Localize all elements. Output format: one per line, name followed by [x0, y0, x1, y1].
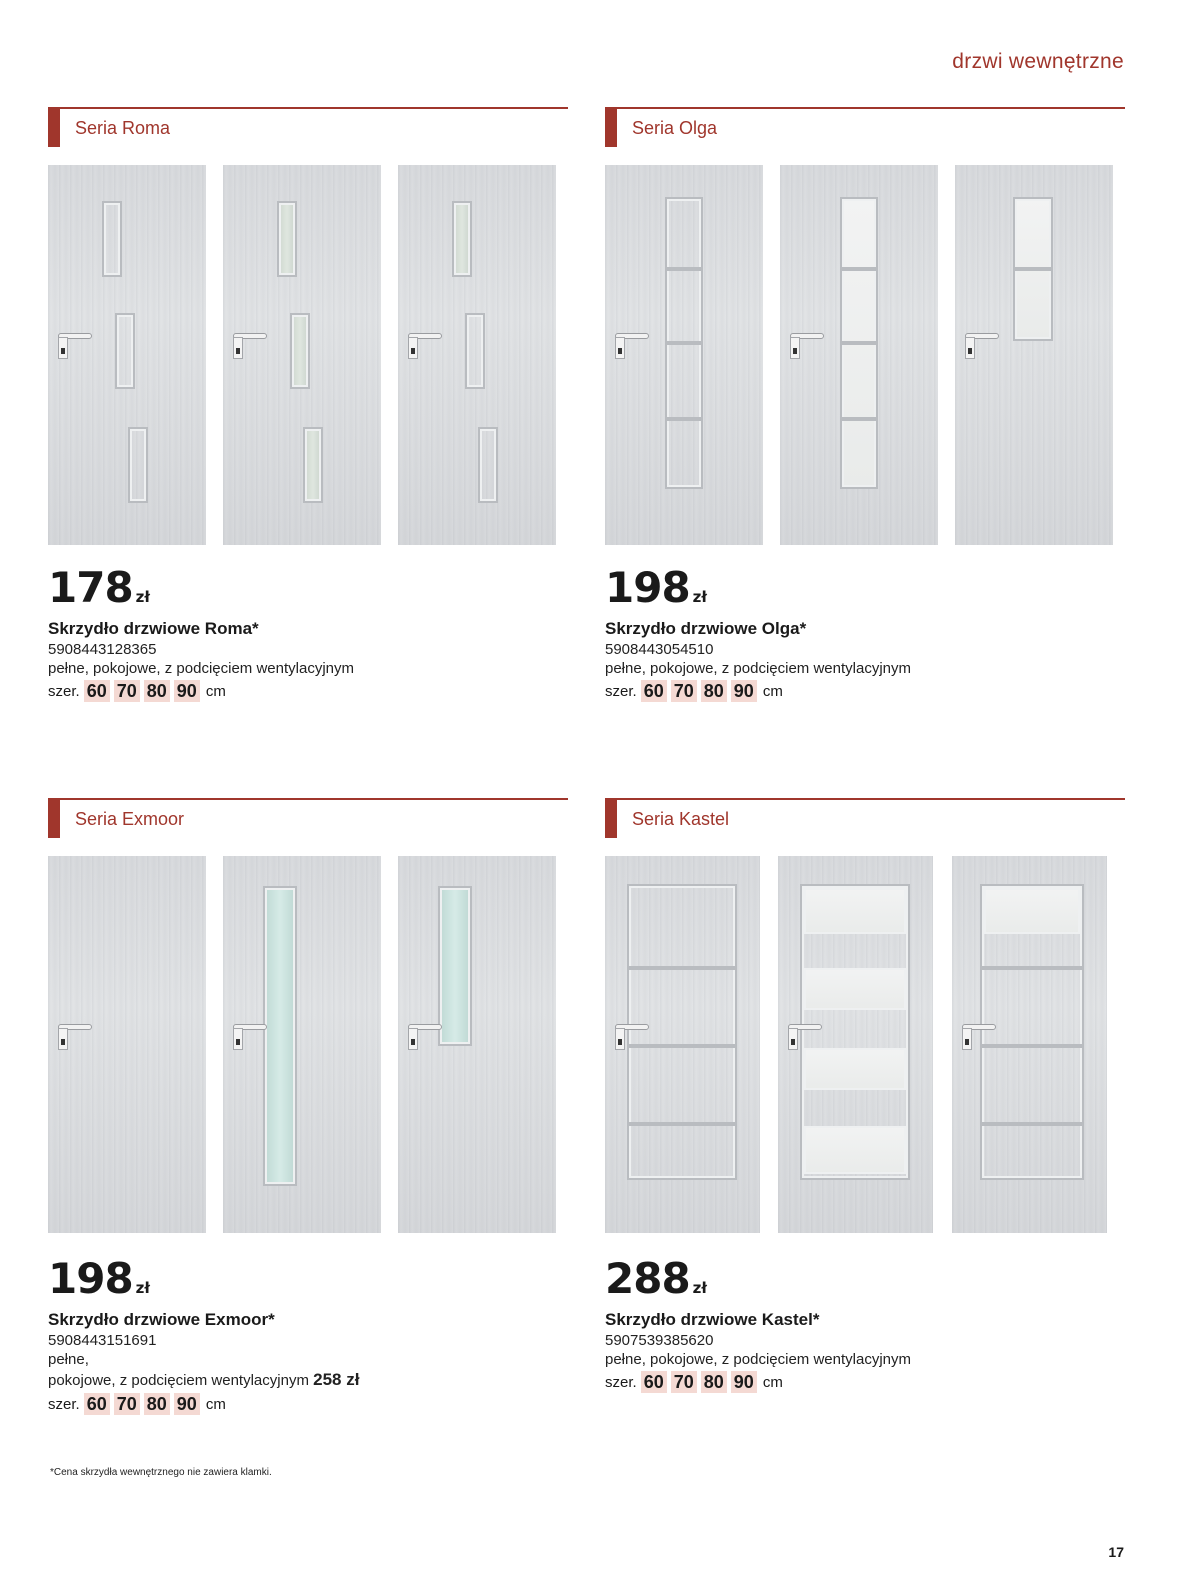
door-image — [223, 856, 381, 1233]
sizes-unit: cm — [762, 682, 783, 700]
variant-price: 258 zł — [313, 1370, 360, 1389]
size-chip: 70 — [671, 1371, 697, 1393]
series-title: Seria Roma — [75, 118, 171, 138]
section-header — [48, 798, 568, 838]
section-rule — [605, 107, 1125, 109]
section-rule — [48, 107, 568, 109]
variant-text: pokojowe, z podcięciem wentylacyjnym — [48, 1372, 309, 1389]
size-chip: 90 — [174, 680, 200, 702]
product-section-olga — [605, 107, 1125, 701]
sizes-unit: cm — [205, 1395, 226, 1413]
size-options — [605, 1371, 911, 1393]
series-title: Seria Olga — [632, 118, 718, 138]
section-accent-bar — [605, 107, 617, 147]
size-chip: 80 — [144, 1393, 170, 1415]
size-chip: 60 — [641, 680, 667, 702]
size-chip: 60 — [84, 680, 110, 702]
sizes-prefix: szer. — [48, 682, 80, 700]
product-description-variant — [48, 1370, 359, 1390]
door-image — [952, 856, 1107, 1233]
product-info — [48, 1254, 360, 1415]
size-chip: 60 — [641, 1371, 667, 1393]
door-image — [223, 165, 381, 545]
size-chip: 90 — [731, 1371, 757, 1393]
door-gallery — [48, 165, 568, 545]
product-name: Skrzydło drzwiowe Roma* — [48, 619, 259, 638]
size-chip: 80 — [701, 1371, 727, 1393]
section-header — [605, 798, 1125, 838]
door-handle-icon — [54, 333, 94, 359]
door-image — [778, 856, 933, 1233]
section-header — [48, 107, 568, 147]
sizes-prefix: szer. — [605, 1373, 637, 1391]
door-image — [605, 856, 760, 1233]
price: 288 zł — [605, 1254, 707, 1303]
size-chip: 90 — [731, 680, 757, 702]
size-options — [605, 680, 911, 702]
product-info — [605, 563, 911, 702]
size-chip: 90 — [174, 1393, 200, 1415]
product-code: 5908443054510 — [605, 641, 714, 658]
size-chip: 80 — [701, 680, 727, 702]
sizes-prefix: szer. — [48, 1395, 80, 1413]
section-accent-bar — [48, 798, 60, 838]
product-description: pełne, — [48, 1351, 89, 1368]
price: 198 zł — [48, 1254, 150, 1303]
section-accent-bar — [605, 798, 617, 838]
door-handle-icon — [404, 1024, 444, 1050]
product-section-exmoor — [48, 798, 568, 1414]
size-chip: 70 — [114, 1393, 140, 1415]
footnote: *Cena skrzydła wewnętrznego nie zawiera klamki. — [50, 1467, 272, 1478]
door-handle-icon — [611, 333, 651, 359]
door-gallery — [48, 856, 568, 1236]
section-rule — [605, 798, 1125, 800]
product-section-kastel — [605, 798, 1125, 1392]
door-handle-icon — [229, 1024, 269, 1050]
door-handle-icon — [54, 1024, 94, 1050]
size-chip: 80 — [144, 680, 170, 702]
series-title: Seria Exmoor — [75, 809, 185, 829]
door-handle-icon — [961, 333, 1001, 359]
product-info — [48, 563, 354, 702]
door-image — [398, 165, 556, 545]
door-handle-icon — [229, 333, 269, 359]
product-info — [605, 1254, 911, 1393]
sizes-unit: cm — [205, 682, 226, 700]
door-handle-icon — [404, 333, 444, 359]
sizes-unit: cm — [762, 1373, 783, 1391]
product-name: Skrzydło drzwiowe Exmoor* — [48, 1310, 275, 1329]
door-gallery — [605, 856, 1125, 1236]
door-image — [48, 165, 206, 545]
product-name: Skrzydło drzwiowe Olga* — [605, 619, 807, 638]
door-image — [955, 165, 1113, 545]
product-code: 5908443128365 — [48, 641, 157, 658]
door-gallery — [605, 165, 1125, 545]
product-code: 5907539385620 — [605, 1332, 714, 1349]
product-code: 5908443151691 — [48, 1332, 157, 1349]
size-options — [48, 680, 354, 702]
product-description: pełne, pokojowe, z podcięciem wentylacyjnym — [605, 1351, 911, 1368]
door-image — [48, 856, 206, 1233]
size-chip: 70 — [114, 680, 140, 702]
section-rule — [48, 798, 568, 800]
size-chip: 60 — [84, 1393, 110, 1415]
price: 198 zł — [605, 563, 707, 612]
product-name: Skrzydło drzwiowe Kastel* — [605, 1310, 820, 1329]
section-accent-bar — [48, 107, 60, 147]
product-section-roma — [48, 107, 568, 701]
size-chip: 70 — [671, 680, 697, 702]
door-handle-icon — [784, 1024, 824, 1050]
price: 178 zł — [48, 563, 150, 612]
series-title: Seria Kastel — [632, 809, 730, 829]
door-handle-icon — [958, 1024, 998, 1050]
section-header — [605, 107, 1125, 147]
door-handle-icon — [786, 333, 826, 359]
page-category-title: drzwi wewnętrzne — [952, 50, 1124, 73]
sizes-prefix: szer. — [605, 682, 637, 700]
door-image — [780, 165, 938, 545]
size-options — [48, 1393, 359, 1415]
product-description: pełne, pokojowe, z podcięciem wentylacyjnym — [48, 660, 354, 677]
door-handle-icon — [611, 1024, 651, 1050]
door-image — [605, 165, 763, 545]
page-number: 17 — [1108, 1544, 1124, 1560]
product-description: pełne, pokojowe, z podcięciem wentylacyjnym — [605, 660, 911, 677]
door-image — [398, 856, 556, 1233]
